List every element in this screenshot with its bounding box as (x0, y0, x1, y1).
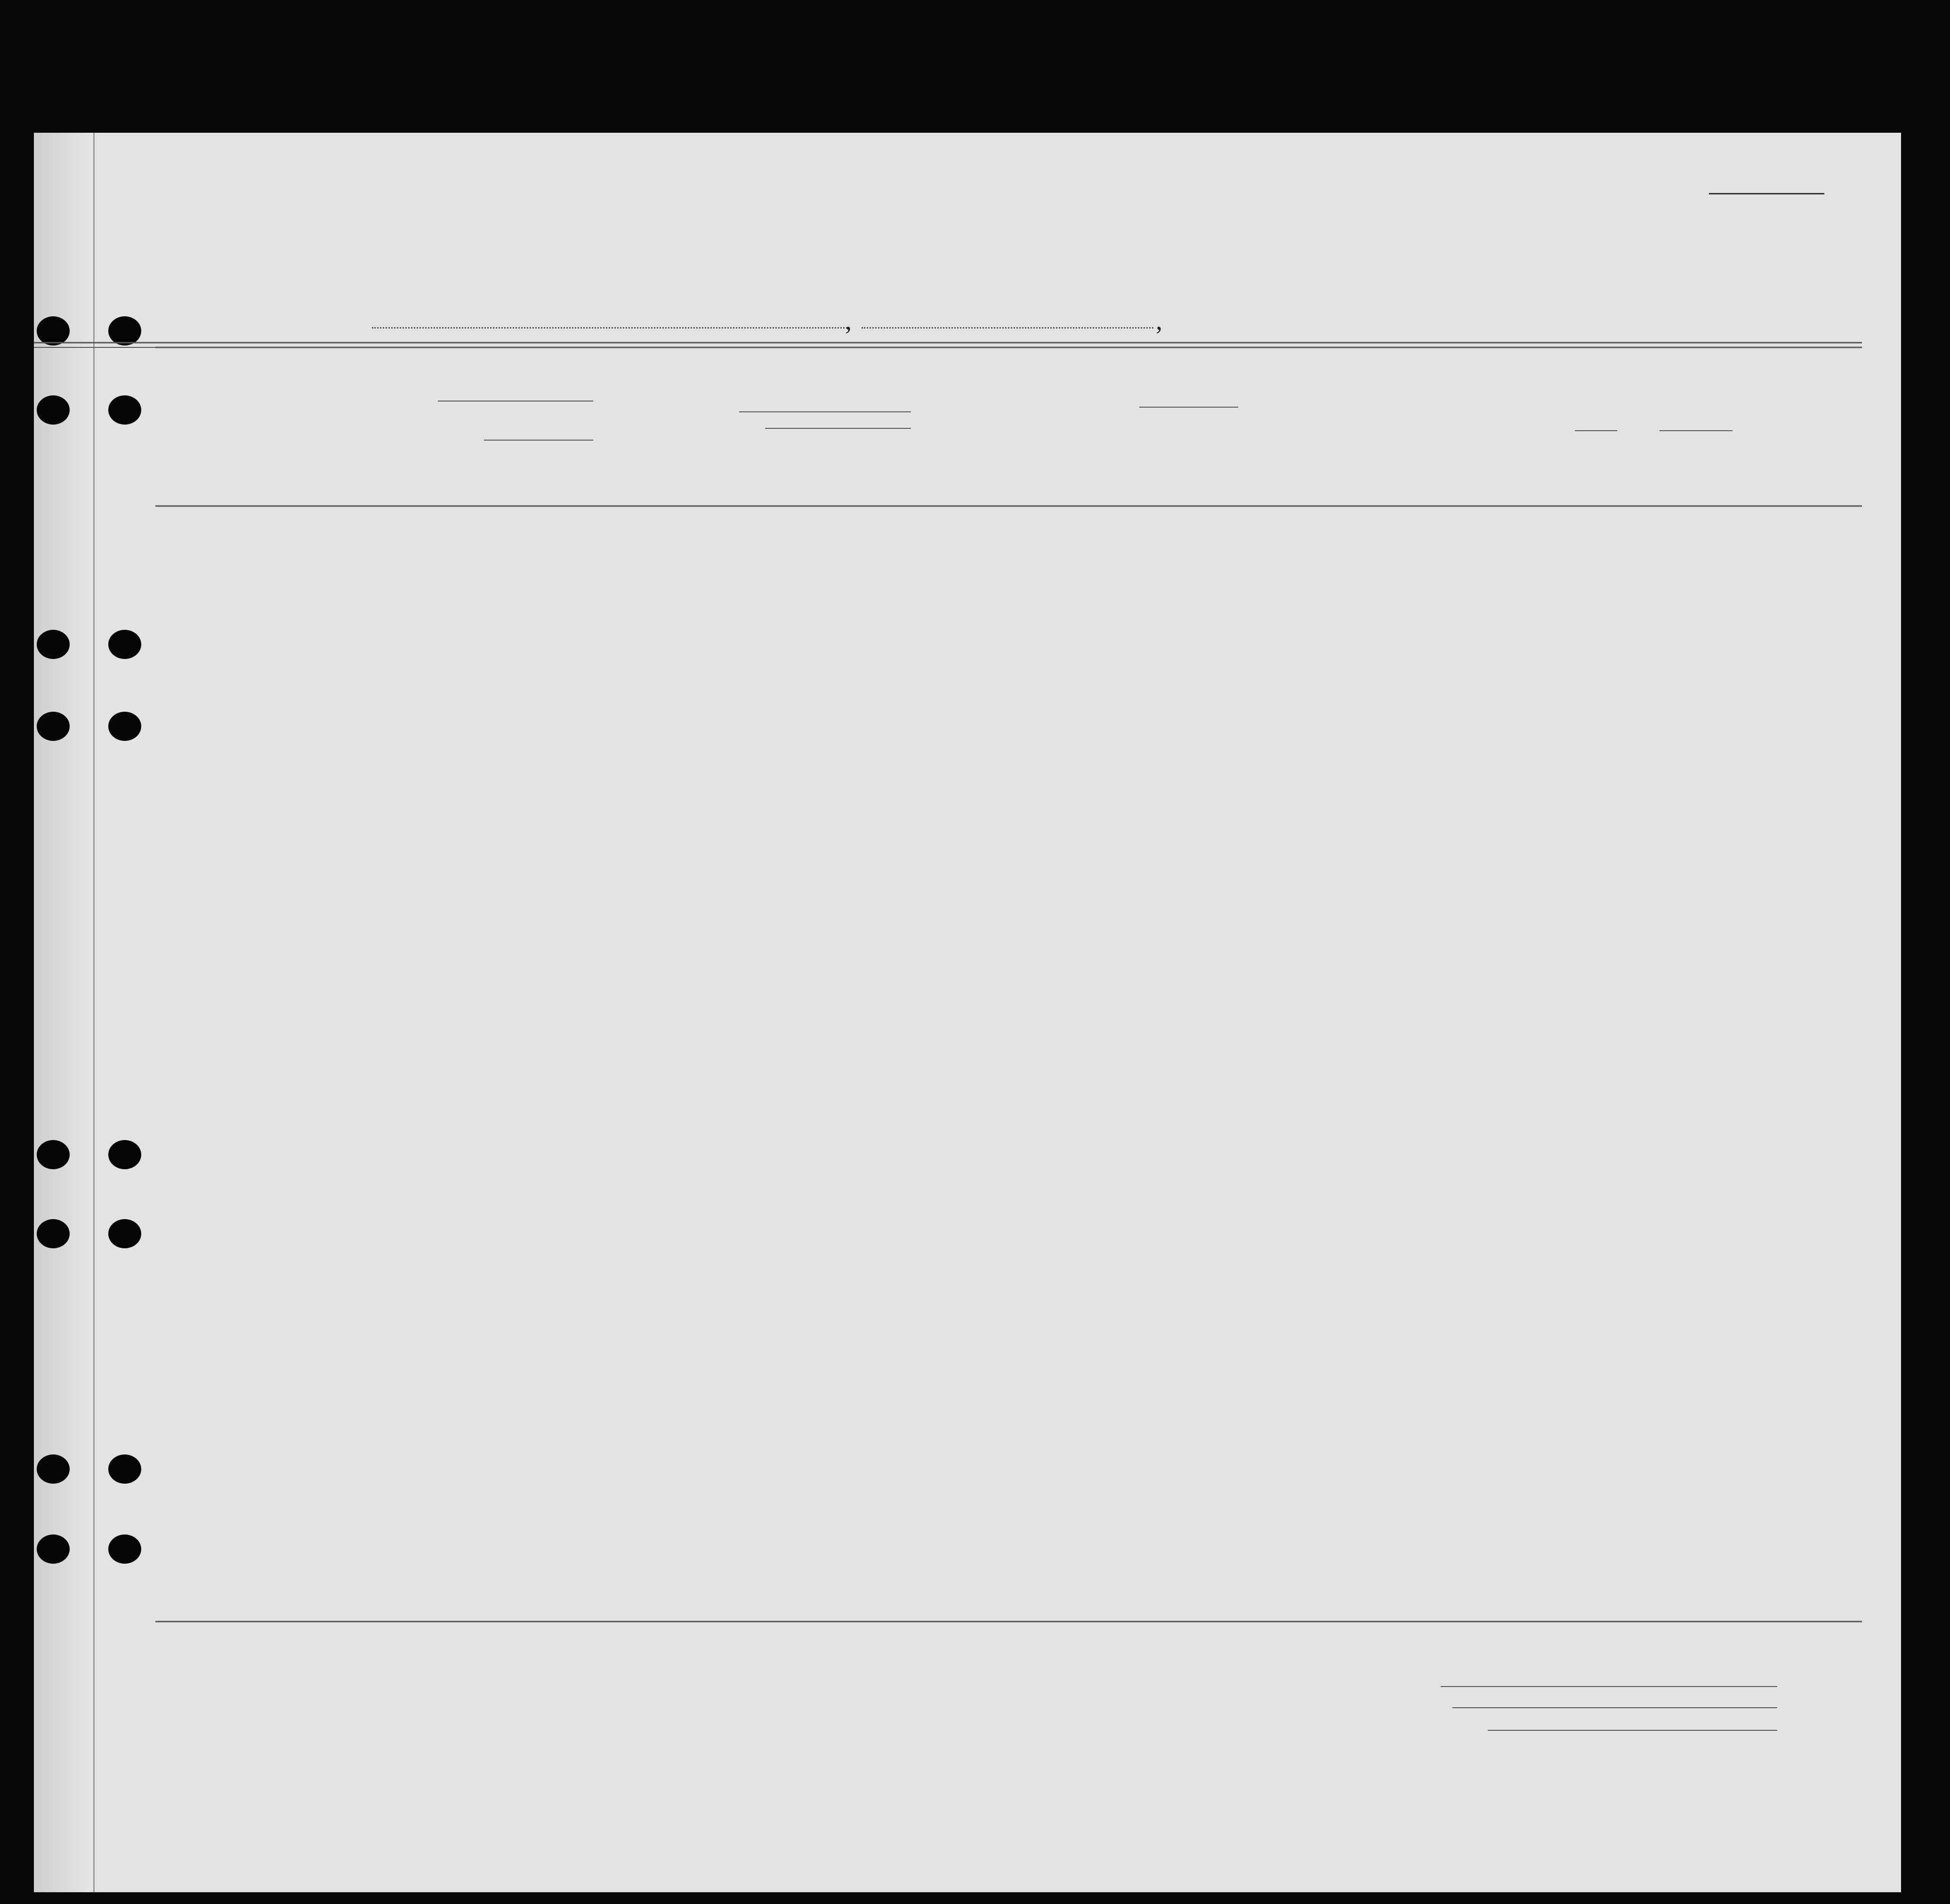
header-anarchist (1316, 377, 1335, 504)
header-money (705, 377, 738, 504)
comma: , (845, 306, 852, 336)
header-arrested (1442, 374, 1463, 504)
header-purpose-a (1142, 410, 1172, 504)
line-field-line (1441, 1686, 1777, 1687)
agents-field-line (1488, 1730, 1777, 1731)
header-feet (1577, 464, 1594, 501)
owners-field-line (1452, 1707, 1777, 1708)
header-ticket (594, 377, 618, 504)
header-purpose-c (1205, 410, 1236, 504)
header-purpose-b (1175, 410, 1203, 504)
header-excluded (1418, 374, 1439, 504)
header-polygamist (1292, 377, 1311, 504)
header-overthrow (1338, 374, 1383, 504)
comma: , (1156, 306, 1162, 336)
header-prison (1243, 377, 1285, 504)
header-inches (1598, 452, 1615, 501)
header-labor-offer (1386, 374, 1416, 504)
